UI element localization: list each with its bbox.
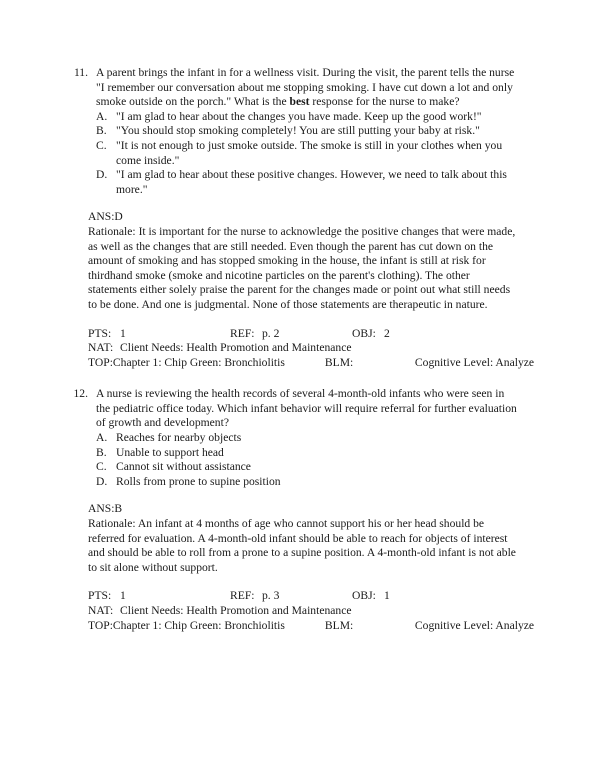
option-d-text: Rolls from prone to supine position (116, 474, 281, 488)
metadata-row-top (88, 355, 535, 371)
question-12-number: 12. (73, 387, 88, 401)
option-c-text: "It is not enough to just smoke outside. The smoke is still in your clothes when you come inside." (116, 138, 503, 167)
nat-value: Client Needs: Health Promotion and Maintenance (120, 604, 352, 617)
option-b[interactable] (96, 446, 519, 461)
option-d-letter: D. (96, 474, 108, 488)
top-label: TOP: (88, 355, 113, 369)
question-block-12 (67, 387, 535, 633)
question-12-metadata (88, 589, 535, 633)
rationale-label: Rationale: (88, 517, 136, 531)
option-a-text: Reaches for nearby objects (116, 431, 242, 445)
option-a[interactable] (96, 431, 519, 446)
answer-line (88, 502, 519, 517)
metadata-row-pts (88, 589, 519, 604)
nat-label: NAT: (88, 341, 114, 355)
question-11-options (96, 110, 519, 198)
question-12-stem (96, 387, 519, 431)
metadata-row-top (88, 618, 535, 634)
option-d[interactable] (96, 168, 519, 197)
question-12-answer-section (88, 502, 519, 575)
answer-value: D (114, 210, 123, 224)
cognitive-level-value: Cognitive Level: Analyze (414, 618, 535, 632)
question-11-answer-section (88, 210, 519, 312)
obj-value: 2 (384, 326, 390, 340)
pts-label: PTS: (88, 589, 112, 603)
question-11-stem-part2: response for the nurse to make? (309, 95, 460, 109)
ref-value: p. 3 (262, 589, 280, 603)
metadata-row-pts (88, 327, 519, 342)
option-b-letter: B. (96, 445, 107, 459)
pts-label: PTS: (88, 326, 112, 340)
option-c-letter: C. (96, 138, 107, 152)
rationale-paragraph (88, 225, 519, 313)
question-11-metadata (88, 326, 535, 371)
metadata-row-nat (88, 341, 519, 356)
cognitive-level-value: Cognitive Level: Analyze (414, 355, 535, 369)
obj-value: 1 (384, 589, 390, 603)
rationale-label: Rationale: (88, 224, 136, 238)
rationale-text: An infant at 4 months of age who cannot support his or her head should be referred for evaluation. A 4-month-old infant should be able to reach for objects of interest and should be able to roll from a prone to a supine position. A 4-month-old infant is not able to sit alone without support. (88, 517, 516, 574)
option-b[interactable] (96, 124, 519, 139)
answer-line (88, 210, 519, 225)
nat-label: NAT: (88, 604, 114, 617)
option-a-letter: A. (96, 431, 108, 445)
page-content (67, 66, 535, 633)
ref-value: p. 2 (262, 326, 280, 340)
nat-value: Client Needs: Health Promotion and Maintenance (120, 341, 352, 355)
question-12-heading (67, 387, 519, 431)
option-d[interactable] (96, 475, 519, 490)
rationale-paragraph (88, 517, 519, 575)
blm-label: BLM: (324, 618, 354, 632)
top-value: Chapter 1: Chip Green: Bronchiolitis (112, 618, 285, 632)
obj-label: OBJ: (352, 326, 376, 340)
metadata-row-nat (88, 604, 519, 619)
option-c-letter: C. (96, 460, 107, 474)
ref-label: REF: (230, 326, 255, 340)
question-11-stem (96, 66, 519, 110)
option-d-letter: D. (96, 168, 108, 182)
rationale-text: It is important for the nurse to acknowledge the positive changes that were made, as well as the changes that are still needed. Even though the parent has cut down on the amount of smoking and has stopped smoking in the house, the infant is still at risk for thirdhand smoke (smoke and nicotine particles on the parent's clothing). The other statements either solely praise the parent for the changes made or point out what still needs to be done. And one is judgmental. None of those statements are therapeutic in nature. (88, 224, 516, 311)
question-11-stem-part1: A parent brings the infant in for a wellness visit. During the visit, the parent tells the nurse "I remember our conversation about me stopping smoking. I have cut down a lot and only smoke outside on the porch." What is the (96, 66, 515, 109)
answer-label: ANS: (88, 210, 115, 224)
option-c[interactable] (96, 139, 519, 168)
question-11-stem-emphasis: best (289, 95, 310, 109)
question-12-stem-part1: A nurse is reviewing the health records of several 4-month-old infants who were seen in the pediatric office today. Which infant behavior will require referral for further evaluation of growth and development? (96, 387, 517, 430)
answer-label: ANS: (88, 502, 115, 516)
question-11-heading (67, 66, 519, 110)
question-12-options (96, 431, 519, 489)
pts-value: 1 (120, 326, 126, 340)
ref-label: REF: (230, 589, 255, 603)
pts-value: 1 (120, 589, 126, 603)
question-block-11 (67, 66, 535, 370)
option-b-text: "You should stop smoking completely! You are still putting your baby at risk." (116, 124, 480, 138)
option-d-text: "I am glad to hear about these positive changes. However, we need to talk about this more." (116, 168, 507, 196)
blm-label: BLM: (324, 355, 354, 369)
top-value: Chapter 1: Chip Green: Bronchiolitis (112, 355, 285, 369)
option-c-text: Cannot sit without assistance (116, 460, 251, 474)
question-11-number: 11. (73, 66, 88, 79)
option-a[interactable] (96, 110, 519, 125)
option-c[interactable] (96, 460, 519, 475)
option-b-letter: B. (96, 124, 107, 138)
answer-value: B (114, 502, 123, 516)
option-a-letter: A. (96, 109, 108, 123)
obj-label: OBJ: (352, 589, 376, 603)
option-a-text: "I am glad to hear about the changes you have made. Keep up the good work!" (116, 109, 482, 123)
option-b-text: Unable to support head (116, 445, 224, 459)
top-label: TOP: (88, 618, 113, 632)
